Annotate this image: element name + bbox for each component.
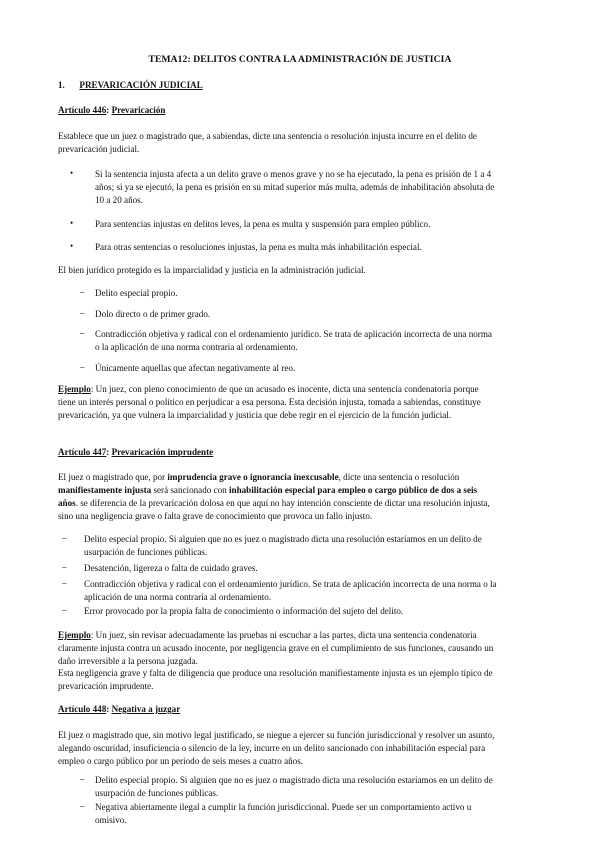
list-item-line: Contradicción objetiva y radical con el ordenamiento jurídico. Se trata de aplicación incorrecta de una norma o la bbox=[84, 579, 497, 589]
list-item-line: 10 a 20 años. bbox=[95, 195, 143, 205]
article-label: Artículo 447 bbox=[58, 447, 107, 457]
bullet-dash: – bbox=[62, 605, 67, 615]
bullet-dash: – bbox=[80, 287, 85, 297]
article-name: Negativa a juzgar bbox=[111, 704, 181, 714]
bullet-dash: – bbox=[62, 578, 67, 588]
list-item-line: Únicamente aquellas que afectan negativamente al reo. bbox=[95, 363, 296, 373]
list-item-line: Desatención, ligereza o falta de cuidado graves. bbox=[84, 563, 258, 573]
bullet-dot: • bbox=[70, 218, 74, 228]
bullet-dot: • bbox=[70, 241, 74, 251]
list-item-line: Para sentencias injustas en delitos leves, la pena es multa y suspensión para empleo público. bbox=[95, 219, 431, 229]
paragraph-line: El juez o magistrado que, sin motivo legal justificado, se niegue a ejercer su función jurisdiccional y resolver un asunto, bbox=[58, 730, 495, 740]
article-name: Prevaricación imprudente bbox=[111, 447, 214, 457]
bullet-dash: – bbox=[62, 533, 67, 543]
list-item-line: Para otras sentencias o resoluciones injustas, la pena es multa más inhabilitación especial. bbox=[95, 242, 422, 252]
section-heading bbox=[58, 79, 542, 92]
example-line: Esta negligencia grave y falta de diligencia que produce una resolución manifiestamente injusta es un ejemplo típico de bbox=[58, 668, 493, 678]
bullet-dot: • bbox=[70, 168, 74, 178]
bullet-dash: – bbox=[80, 774, 85, 784]
list-item-line: Negativa abiertamente ilegal a cumplir la función jurisdiccional. Puede ser un comportamiento activo u bbox=[95, 802, 472, 812]
list-item-line: Si la sentencia injusta afecta a un delito grave o menos grave y no se ha ejecutado, la pena es prisión de 1 a 4 bbox=[95, 169, 492, 179]
list-item-line: o la aplicación de una norma contraria al ordenamiento. bbox=[95, 342, 298, 352]
paragraph-line: años. se diferencia de la prevaricación dolosa en que aquí no hay intención consciente de dictar una resolución injusta, bbox=[58, 498, 490, 508]
list-item-line: Contradicción objetiva y radical con el ordenamiento jurídico. Se trata de aplicación incorrecta de una norma bbox=[95, 329, 492, 339]
list-item-line: Error provocado por la propia falta de conocimiento o información del sujeto del delito. bbox=[84, 606, 404, 616]
bullet-dash: – bbox=[80, 801, 85, 811]
example-line: Ejemplo: Un juez, sin revisar adecuadamente las pruebas ni escuchar a las partes, dicta una sentencia condenatoria bbox=[58, 630, 477, 640]
example-line: tiene un interés personal o político en perjudicar a esa persona. Esta decisión injusta, tomada a sabiendas, constituye bbox=[58, 397, 481, 407]
paragraph-line: prevaricación judicial. bbox=[58, 144, 140, 154]
article-448-heading: Artículo 448: Negativa a juzgar bbox=[58, 704, 181, 714]
bullet-dash: – bbox=[80, 308, 85, 318]
list-item-line: usurpación de funciones públicas. bbox=[95, 788, 219, 798]
bullet-dash: – bbox=[80, 362, 85, 372]
example-line: Ejemplo: Un juez, con pleno conocimiento de que un acusado es inocente, dicta una sentencia condenatoria porque bbox=[58, 384, 479, 394]
paragraph-line: Establece que un juez o magistrado que, a sabiendas, dicte una sentencia o resolución injusta incurre en el delito de bbox=[58, 131, 477, 141]
paragraph-line: alegando oscuridad, insuficiencia o silencio de la ley, incurre en un delito sancionado con inhabilitación especial para bbox=[58, 743, 486, 753]
bullet-dash: – bbox=[62, 562, 67, 572]
paragraph-line: El juez o magistrado que, por imprudencia grave o ignorancia inexcusable, dicte una sentencia o resolución bbox=[58, 472, 460, 482]
list-item-line: Dolo directo o de primer grado. bbox=[95, 309, 211, 319]
example-line: prevaricación imprudente. bbox=[58, 681, 154, 691]
list-item-line: Delito especial propio. Si alguien que no es juez o magistrado dicta una resolución estaríamos en un delito de bbox=[95, 775, 493, 785]
paragraph-line: empleo o cargo público por un periodo de seis meses a cuatro años. bbox=[58, 756, 304, 766]
example-line: claramente injusta contra un acusado inocente, por negligencia grave en el cumplimiento de sus funciones, causando un bbox=[58, 643, 494, 653]
section-number: 1. bbox=[58, 80, 65, 90]
article-label: Artículo 448 bbox=[58, 704, 107, 714]
list-item-line: omisivo. bbox=[95, 815, 127, 825]
bullet-dash: – bbox=[80, 328, 85, 338]
example-label: Ejemplo bbox=[58, 384, 91, 394]
list-item-line: años; si ya se ejecutó, la pena es prisión en su mitad superior más multa, además de inhabilitación absoluta de bbox=[95, 182, 495, 192]
section-title: PREVARICACIÓN JUDICIAL bbox=[79, 80, 203, 90]
list-item-line: usurpación de funciones públicas. bbox=[84, 547, 208, 557]
article-446-heading: Artículo 446: Prevaricación bbox=[58, 105, 166, 115]
list-item-line: Delito especial propio. bbox=[95, 288, 178, 298]
paragraph-line: El bien jurídico protegido es la imparcialidad y justicia en la administración judicial. bbox=[58, 265, 366, 275]
page-title: TEMA12: DELITOS CONTRA LA ADMINISTRACIÓN DE JUSTICIA bbox=[148, 54, 452, 65]
paragraph-line: sino una negligencia grave o falta grave de conocimiento que provoca un fallo injusto. bbox=[58, 511, 373, 521]
list-item-line: Delito especial propio. Si alguien que no es juez o magistrado dicta una resolución estaríamos en un delito de bbox=[84, 534, 482, 544]
example-label: Ejemplo bbox=[58, 630, 91, 640]
example-line: daño irreversible a la persona juzgada. bbox=[58, 656, 198, 666]
article-447-heading: Artículo 447: Prevaricación imprudente bbox=[58, 447, 214, 457]
paragraph-line: manifiestamente injusta será sancionado con inhabilitación especial para empleo o cargo público de dos a seis bbox=[58, 485, 478, 495]
article-label: Artículo 446 bbox=[58, 105, 107, 115]
example-line: prevaricación, ya que vulnera la imparcialidad y justicia que debe regir en el ejercicio de la función judicial. bbox=[58, 410, 452, 420]
article-name: Prevaricación bbox=[111, 105, 166, 115]
list-item-line: aplicación de una norma contraria al ordenamiento. bbox=[84, 592, 272, 602]
